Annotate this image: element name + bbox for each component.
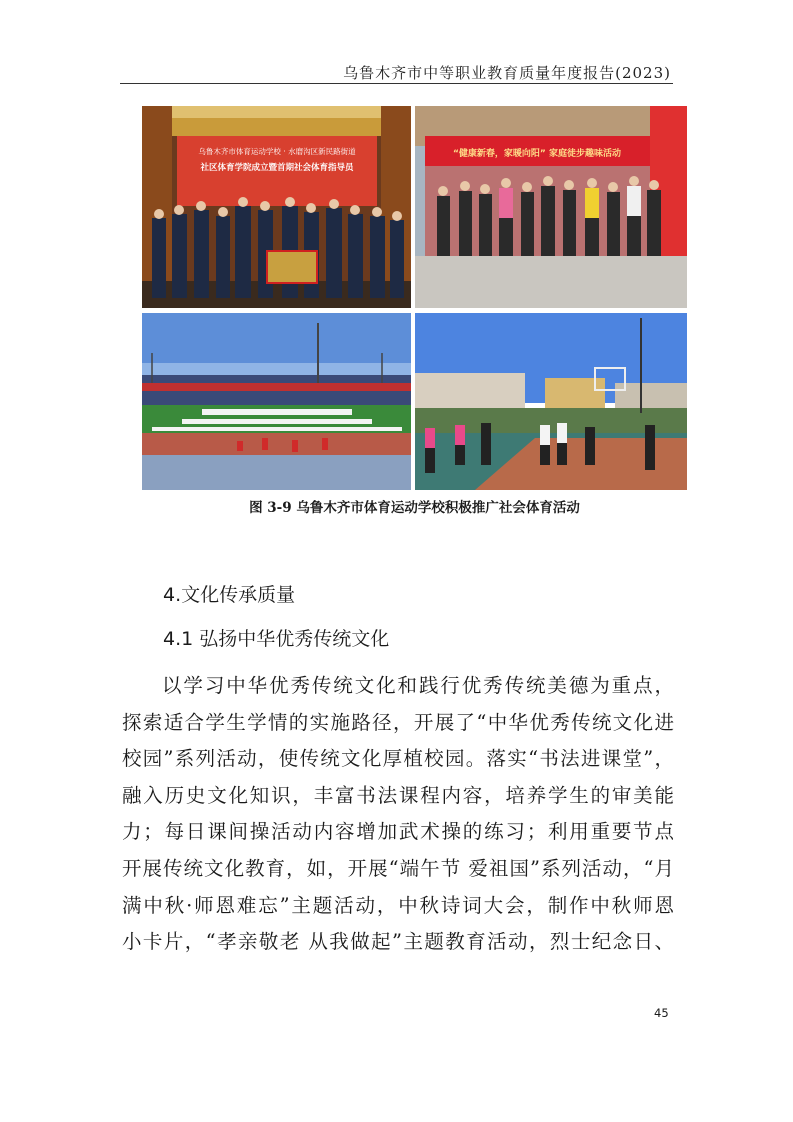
section-heading: 4.文化传承质量 [163, 584, 296, 606]
header-rule [120, 83, 673, 84]
photo-stadium-exercise [142, 313, 411, 490]
paragraph-line: 开展传统文化教育，如，开展“端午节 爱祖国”系列活动，“月 [122, 856, 674, 880]
page-number: 45 [654, 1006, 669, 1020]
paragraph-line: 探索适合学生学情的实施路径，开展了“中华优秀传统文化进 [122, 710, 674, 734]
paragraph-line: 以学习中华优秀传统文化和践行优秀传统美德为重点， [162, 674, 674, 697]
paragraph-line: 融入历史文化知识，丰富书法课程内容，培养学生的审美能 [122, 783, 674, 807]
body-paragraph [122, 668, 674, 961]
figure-caption: 图 3-9 乌鲁木齐市体育运动学校积极推广社会体育活动 [249, 500, 580, 516]
subsection-heading: 4.1 弘扬中华优秀传统文化 [163, 628, 390, 650]
banner-line-1: 乌鲁木齐市体育运动学校 · 水磨沟区新民路街道 [198, 147, 356, 156]
paragraph-line: 力；每日课间操活动内容增加武术操的练习；利用重要节点 [122, 820, 674, 844]
photo-group-ceremony [142, 106, 411, 308]
page-header-title: 乌鲁木齐市中等职业教育质量年度报告(2023) [343, 64, 671, 82]
paragraph-line: 满中秋·师恩难忘”主题活动，中秋诗词大会，制作中秋师恩 [122, 893, 674, 917]
paragraph-line: 校园”系列活动，使传统文化厚植校园。落实“书法进课堂”， [122, 747, 674, 771]
paragraph-line: 小卡片，“孝亲敬老 从我做起”主题教育活动，烈士纪念日、 [122, 930, 674, 954]
event-banner: “健康新春，家暖向阳” 家庭徒步趣味活动 [453, 149, 621, 159]
photo-basketball-court [415, 313, 687, 490]
photo-family-walk-event [415, 106, 687, 308]
banner-line-2: 社区体育学院成立暨首期社会体育指导员 [200, 163, 354, 173]
